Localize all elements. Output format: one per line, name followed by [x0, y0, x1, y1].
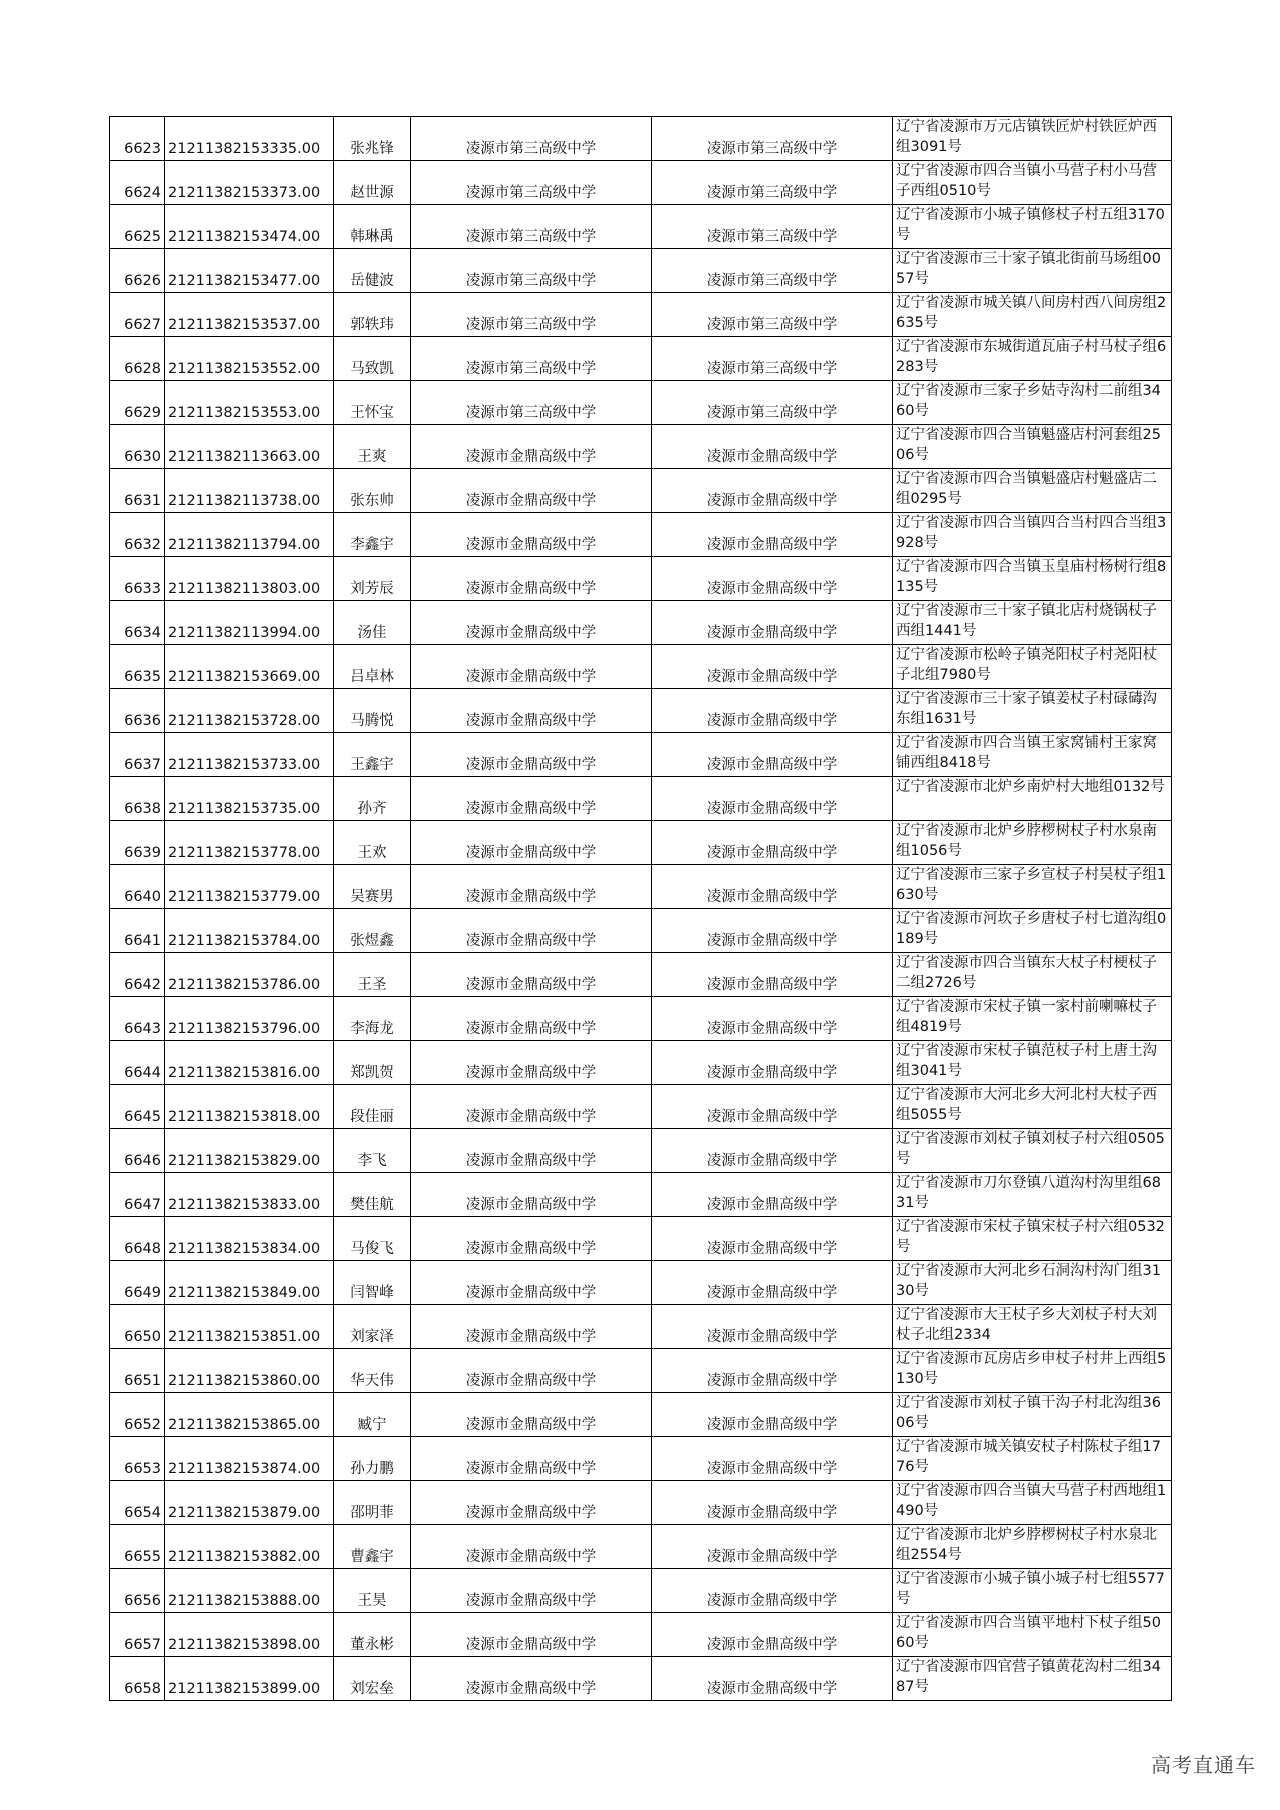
- row-index: 6633: [110, 557, 165, 601]
- graduating-school: 凌源市金鼎高级中学: [652, 513, 893, 557]
- home-address: 辽宁省凌源市刘杖子镇干沟子村北沟组3606号: [893, 1393, 1172, 1437]
- home-address: 辽宁省凌源市刘杖子镇刘杖子村六组0505号: [893, 1129, 1172, 1173]
- student-name: 臧宁: [334, 1393, 411, 1437]
- exam-id: 21211382153779.00: [165, 865, 334, 909]
- exam-id: 21211382153733.00: [165, 733, 334, 777]
- exam-id: 21211382153851.00: [165, 1305, 334, 1349]
- student-name: 王欢: [334, 821, 411, 865]
- graduating-school: 凌源市金鼎高级中学: [652, 1041, 893, 1085]
- row-index: 6643: [110, 997, 165, 1041]
- graduating-school: 凌源市第三高级中学: [652, 337, 893, 381]
- row-index: 6634: [110, 601, 165, 645]
- table-row: [110, 425, 1172, 469]
- table-row: [110, 953, 1172, 997]
- graduating-school: 凌源市金鼎高级中学: [652, 1481, 893, 1525]
- school-name: 凌源市金鼎高级中学: [411, 1657, 652, 1701]
- row-index: 6647: [110, 1173, 165, 1217]
- exam-id: 21211382153879.00: [165, 1481, 334, 1525]
- home-address: 辽宁省凌源市宋杖子镇宋杖子村六组0532号: [893, 1217, 1172, 1261]
- student-name: 李鑫宇: [334, 513, 411, 557]
- graduating-school: 凌源市金鼎高级中学: [652, 777, 893, 821]
- table-row: [110, 161, 1172, 205]
- student-name: 刘宏垒: [334, 1657, 411, 1701]
- table-row: [110, 1349, 1172, 1393]
- exam-id: 21211382113738.00: [165, 469, 334, 513]
- table-row: [110, 997, 1172, 1041]
- home-address: 辽宁省凌源市松岭子镇尧阳杖子村尧阳杖子北组7980号: [893, 645, 1172, 689]
- row-index: 6627: [110, 293, 165, 337]
- table-row: [110, 1217, 1172, 1261]
- graduating-school: 凌源市金鼎高级中学: [652, 1613, 893, 1657]
- school-name: 凌源市金鼎高级中学: [411, 645, 652, 689]
- exam-id: 21211382153888.00: [165, 1569, 334, 1613]
- graduating-school: 凌源市金鼎高级中学: [652, 689, 893, 733]
- table-row: [110, 1657, 1172, 1701]
- row-index: 6656: [110, 1569, 165, 1613]
- table-row: [110, 1173, 1172, 1217]
- student-name: 王昊: [334, 1569, 411, 1613]
- school-name: 凌源市第三高级中学: [411, 117, 652, 161]
- student-name: 赵世源: [334, 161, 411, 205]
- row-index: 6623: [110, 117, 165, 161]
- graduating-school: 凌源市金鼎高级中学: [652, 1349, 893, 1393]
- row-index: 6625: [110, 205, 165, 249]
- row-index: 6645: [110, 1085, 165, 1129]
- home-address: 辽宁省凌源市四合当镇小马营子村小马营子西组0510号: [893, 161, 1172, 205]
- student-name: 汤佳: [334, 601, 411, 645]
- home-address: 辽宁省凌源市四官营子镇黄花沟村二组3487号: [893, 1657, 1172, 1701]
- school-name: 凌源市金鼎高级中学: [411, 1129, 652, 1173]
- graduating-school: 凌源市金鼎高级中学: [652, 1525, 893, 1569]
- exam-id: 21211382153477.00: [165, 249, 334, 293]
- school-name: 凌源市金鼎高级中学: [411, 1613, 652, 1657]
- exam-id: 21211382113794.00: [165, 513, 334, 557]
- home-address: 辽宁省凌源市大河北乡石洞沟村沟门组3130号: [893, 1261, 1172, 1305]
- row-index: 6654: [110, 1481, 165, 1525]
- graduating-school: 凌源市金鼎高级中学: [652, 1129, 893, 1173]
- row-index: 6653: [110, 1437, 165, 1481]
- student-name: 孙力鹏: [334, 1437, 411, 1481]
- exam-id: 21211382153537.00: [165, 293, 334, 337]
- table-row: [110, 1085, 1172, 1129]
- home-address: 辽宁省凌源市小城子镇修杖子村五组3170号: [893, 205, 1172, 249]
- school-name: 凌源市金鼎高级中学: [411, 557, 652, 601]
- home-address: 辽宁省凌源市小城子镇小城子村七组5577号: [893, 1569, 1172, 1613]
- row-index: 6626: [110, 249, 165, 293]
- row-index: 6624: [110, 161, 165, 205]
- student-name: 王圣: [334, 953, 411, 997]
- home-address: 辽宁省凌源市四合当镇大马营子村西地组1490号: [893, 1481, 1172, 1525]
- graduating-school: 凌源市金鼎高级中学: [652, 425, 893, 469]
- exam-id: 21211382153784.00: [165, 909, 334, 953]
- home-address: 辽宁省凌源市四合当镇魁盛店村河套组2506号: [893, 425, 1172, 469]
- school-name: 凌源市金鼎高级中学: [411, 1525, 652, 1569]
- student-name: 郭轶玮: [334, 293, 411, 337]
- exam-id: 21211382153874.00: [165, 1437, 334, 1481]
- home-address: 辽宁省凌源市大王杖子乡大刘杖子村大刘杖子北组2334: [893, 1305, 1172, 1349]
- home-address: 辽宁省凌源市大河北乡大河北村大杖子西组5055号: [893, 1085, 1172, 1129]
- table-row: [110, 821, 1172, 865]
- table-row: [110, 293, 1172, 337]
- home-address: 辽宁省凌源市宋杖子镇一家村前喇嘛杖子组4819号: [893, 997, 1172, 1041]
- table-row: [110, 733, 1172, 777]
- home-address: 辽宁省凌源市河坎子乡唐杖子村七道沟组0189号: [893, 909, 1172, 953]
- exam-id: 21211382153829.00: [165, 1129, 334, 1173]
- table-row: [110, 601, 1172, 645]
- exam-id: 21211382153833.00: [165, 1173, 334, 1217]
- graduating-school: 凌源市金鼎高级中学: [652, 557, 893, 601]
- student-name: 吴赛男: [334, 865, 411, 909]
- student-name: 董永彬: [334, 1613, 411, 1657]
- table-row: [110, 645, 1172, 689]
- table-row: [110, 1481, 1172, 1525]
- graduating-school: 凌源市金鼎高级中学: [652, 997, 893, 1041]
- student-list-table: [109, 116, 1172, 1701]
- graduating-school: 凌源市金鼎高级中学: [652, 1217, 893, 1261]
- student-name: 李飞: [334, 1129, 411, 1173]
- graduating-school: 凌源市第三高级中学: [652, 205, 893, 249]
- student-name: 闫智峰: [334, 1261, 411, 1305]
- graduating-school: 凌源市金鼎高级中学: [652, 469, 893, 513]
- graduating-school: 凌源市金鼎高级中学: [652, 909, 893, 953]
- student-name: 韩琳禹: [334, 205, 411, 249]
- table-row: [110, 689, 1172, 733]
- home-address: 辽宁省凌源市三十家子镇北街前马场组0057号: [893, 249, 1172, 293]
- table-row: [110, 513, 1172, 557]
- school-name: 凌源市第三高级中学: [411, 337, 652, 381]
- student-name: 马致凯: [334, 337, 411, 381]
- home-address: 辽宁省凌源市四合当镇平地村下杖子组5060号: [893, 1613, 1172, 1657]
- school-name: 凌源市金鼎高级中学: [411, 1349, 652, 1393]
- home-address: 辽宁省凌源市三家子乡宣杖子村吴杖子组1630号: [893, 865, 1172, 909]
- exam-id: 21211382153849.00: [165, 1261, 334, 1305]
- exam-id: 21211382113803.00: [165, 557, 334, 601]
- exam-id: 21211382153860.00: [165, 1349, 334, 1393]
- home-address: 辽宁省凌源市北炉乡脖椤树杖子村水泉北组2554号: [893, 1525, 1172, 1569]
- table-row: [110, 1613, 1172, 1657]
- row-index: 6644: [110, 1041, 165, 1085]
- graduating-school: 凌源市金鼎高级中学: [652, 821, 893, 865]
- school-name: 凌源市金鼎高级中学: [411, 865, 652, 909]
- home-address: 辽宁省凌源市东城街道瓦庙子村马杖子组6283号: [893, 337, 1172, 381]
- home-address: 辽宁省凌源市三家子乡姑寺沟村二前组3460号: [893, 381, 1172, 425]
- home-address: 辽宁省凌源市城关镇安杖子村陈杖子组1776号: [893, 1437, 1172, 1481]
- home-address: 辽宁省凌源市三十家子镇姜杖子村碌碡沟东组1631号: [893, 689, 1172, 733]
- student-name: 张东帅: [334, 469, 411, 513]
- school-name: 凌源市金鼎高级中学: [411, 469, 652, 513]
- table-row: [110, 865, 1172, 909]
- student-name: 刘家泽: [334, 1305, 411, 1349]
- exam-id: 21211382113994.00: [165, 601, 334, 645]
- exam-id: 21211382153553.00: [165, 381, 334, 425]
- graduating-school: 凌源市金鼎高级中学: [652, 1305, 893, 1349]
- school-name: 凌源市金鼎高级中学: [411, 1481, 652, 1525]
- graduating-school: 凌源市金鼎高级中学: [652, 1173, 893, 1217]
- school-name: 凌源市金鼎高级中学: [411, 1041, 652, 1085]
- school-name: 凌源市金鼎高级中学: [411, 777, 652, 821]
- student-name: 王爽: [334, 425, 411, 469]
- home-address: 辽宁省凌源市四合当镇魁盛店村魁盛店二组0295号: [893, 469, 1172, 513]
- table-row: [110, 337, 1172, 381]
- school-name: 凌源市金鼎高级中学: [411, 909, 652, 953]
- table-row: [110, 381, 1172, 425]
- home-address: 辽宁省凌源市北炉乡脖椤树杖子村水泉南组1056号: [893, 821, 1172, 865]
- graduating-school: 凌源市金鼎高级中学: [652, 1437, 893, 1481]
- table-row: [110, 777, 1172, 821]
- student-name: 华天伟: [334, 1349, 411, 1393]
- school-name: 凌源市金鼎高级中学: [411, 425, 652, 469]
- exam-id: 21211382153786.00: [165, 953, 334, 997]
- student-name: 吕卓林: [334, 645, 411, 689]
- table-row: [110, 469, 1172, 513]
- table-row: [110, 1525, 1172, 1569]
- table-row: [110, 557, 1172, 601]
- row-index: 6639: [110, 821, 165, 865]
- graduating-school: 凌源市金鼎高级中学: [652, 1657, 893, 1701]
- graduating-school: 凌源市金鼎高级中学: [652, 1261, 893, 1305]
- row-index: 6651: [110, 1349, 165, 1393]
- table-row: [110, 1569, 1172, 1613]
- exam-id: 21211382153728.00: [165, 689, 334, 733]
- row-index: 6637: [110, 733, 165, 777]
- home-address: 辽宁省凌源市万元店镇铁匠炉村铁匠炉西组3091号: [893, 117, 1172, 161]
- student-name: 马俊飞: [334, 1217, 411, 1261]
- exam-id: 21211382153474.00: [165, 205, 334, 249]
- school-name: 凌源市第三高级中学: [411, 249, 652, 293]
- school-name: 凌源市金鼎高级中学: [411, 1173, 652, 1217]
- table-row: [110, 205, 1172, 249]
- student-name: 刘芳辰: [334, 557, 411, 601]
- graduating-school: 凌源市第三高级中学: [652, 117, 893, 161]
- school-name: 凌源市金鼎高级中学: [411, 1261, 652, 1305]
- row-index: 6641: [110, 909, 165, 953]
- school-name: 凌源市金鼎高级中学: [411, 821, 652, 865]
- graduating-school: 凌源市金鼎高级中学: [652, 1393, 893, 1437]
- row-index: 6658: [110, 1657, 165, 1701]
- row-index: 6628: [110, 337, 165, 381]
- table-row: [110, 1393, 1172, 1437]
- exam-id: 21211382153834.00: [165, 1217, 334, 1261]
- school-name: 凌源市金鼎高级中学: [411, 1437, 652, 1481]
- graduating-school: 凌源市金鼎高级中学: [652, 601, 893, 645]
- school-name: 凌源市金鼎高级中学: [411, 601, 652, 645]
- row-index: 6630: [110, 425, 165, 469]
- exam-id: 21211382153778.00: [165, 821, 334, 865]
- exam-id: 21211382153735.00: [165, 777, 334, 821]
- school-name: 凌源市金鼎高级中学: [411, 953, 652, 997]
- table-row: [110, 249, 1172, 293]
- table-row: [110, 1261, 1172, 1305]
- row-index: 6648: [110, 1217, 165, 1261]
- student-name: 张煜鑫: [334, 909, 411, 953]
- table-row: [110, 1437, 1172, 1481]
- exam-id: 21211382153816.00: [165, 1041, 334, 1085]
- school-name: 凌源市金鼎高级中学: [411, 1393, 652, 1437]
- home-address: 辽宁省凌源市四合当镇东大杖子村梗杖子二组2726号: [893, 953, 1172, 997]
- student-name: 樊佳航: [334, 1173, 411, 1217]
- home-address: 辽宁省凌源市四合当镇玉皇庙村杨树行组8135号: [893, 557, 1172, 601]
- home-address: 辽宁省凌源市三十家子镇北店村烧锅杖子西组1441号: [893, 601, 1172, 645]
- graduating-school: 凌源市第三高级中学: [652, 161, 893, 205]
- student-name: 王鑫宇: [334, 733, 411, 777]
- school-name: 凌源市第三高级中学: [411, 161, 652, 205]
- exam-id: 21211382153899.00: [165, 1657, 334, 1701]
- exam-id: 21211382153335.00: [165, 117, 334, 161]
- graduating-school: 凌源市金鼎高级中学: [652, 1569, 893, 1613]
- student-name: 张兆锋: [334, 117, 411, 161]
- school-name: 凌源市金鼎高级中学: [411, 1085, 652, 1129]
- school-name: 凌源市金鼎高级中学: [411, 1569, 652, 1613]
- row-index: 6655: [110, 1525, 165, 1569]
- row-index: 6635: [110, 645, 165, 689]
- home-address: 辽宁省凌源市刀尔登镇八道沟村沟里组6831号: [893, 1173, 1172, 1217]
- row-index: 6631: [110, 469, 165, 513]
- school-name: 凌源市金鼎高级中学: [411, 733, 652, 777]
- school-name: 凌源市金鼎高级中学: [411, 689, 652, 733]
- row-index: 6650: [110, 1305, 165, 1349]
- student-name: 郑凯贺: [334, 1041, 411, 1085]
- row-index: 6646: [110, 1129, 165, 1173]
- school-name: 凌源市金鼎高级中学: [411, 1217, 652, 1261]
- table-row: [110, 1305, 1172, 1349]
- school-name: 凌源市金鼎高级中学: [411, 997, 652, 1041]
- student-name: 曹鑫宇: [334, 1525, 411, 1569]
- school-name: 凌源市第三高级中学: [411, 205, 652, 249]
- student-name: 孙齐: [334, 777, 411, 821]
- student-name: 岳健波: [334, 249, 411, 293]
- graduating-school: 凌源市金鼎高级中学: [652, 733, 893, 777]
- home-address: 辽宁省凌源市瓦房店乡申杖子村井上西组5130号: [893, 1349, 1172, 1393]
- row-index: 6640: [110, 865, 165, 909]
- row-index: 6636: [110, 689, 165, 733]
- student-name: 邵明菲: [334, 1481, 411, 1525]
- exam-id: 21211382153373.00: [165, 161, 334, 205]
- row-index: 6642: [110, 953, 165, 997]
- table-row: [110, 117, 1172, 161]
- table-row: [110, 909, 1172, 953]
- graduating-school: 凌源市第三高级中学: [652, 293, 893, 337]
- exam-id: 21211382153865.00: [165, 1393, 334, 1437]
- row-index: 6629: [110, 381, 165, 425]
- graduating-school: 凌源市第三高级中学: [652, 249, 893, 293]
- watermark: 高考直通车: [1151, 1753, 1256, 1777]
- graduating-school: 凌源市金鼎高级中学: [652, 953, 893, 997]
- home-address: 辽宁省凌源市城关镇八间房村西八间房组2635号: [893, 293, 1172, 337]
- graduating-school: 凌源市金鼎高级中学: [652, 865, 893, 909]
- exam-id: 21211382113663.00: [165, 425, 334, 469]
- exam-id: 21211382153898.00: [165, 1613, 334, 1657]
- graduating-school: 凌源市金鼎高级中学: [652, 1085, 893, 1129]
- student-name: 段佳丽: [334, 1085, 411, 1129]
- exam-id: 21211382153552.00: [165, 337, 334, 381]
- row-index: 6657: [110, 1613, 165, 1657]
- student-name: 王怀宝: [334, 381, 411, 425]
- exam-id: 21211382153669.00: [165, 645, 334, 689]
- student-name: 李海龙: [334, 997, 411, 1041]
- school-name: 凌源市第三高级中学: [411, 381, 652, 425]
- exam-id: 21211382153818.00: [165, 1085, 334, 1129]
- row-index: 6649: [110, 1261, 165, 1305]
- school-name: 凌源市金鼎高级中学: [411, 1305, 652, 1349]
- home-address: 辽宁省凌源市四合当镇四合当村四合当组3928号: [893, 513, 1172, 557]
- home-address: 辽宁省凌源市北炉乡南炉村大地组0132号: [893, 777, 1172, 821]
- table-row: [110, 1129, 1172, 1173]
- school-name: 凌源市金鼎高级中学: [411, 513, 652, 557]
- exam-id: 21211382153796.00: [165, 997, 334, 1041]
- home-address: 辽宁省凌源市宋杖子镇范杖子村上唐土沟组3041号: [893, 1041, 1172, 1085]
- exam-id: 21211382153882.00: [165, 1525, 334, 1569]
- row-index: 6652: [110, 1393, 165, 1437]
- table-row: [110, 1041, 1172, 1085]
- table-body: [110, 117, 1172, 1701]
- student-name: 马腾悦: [334, 689, 411, 733]
- graduating-school: 凌源市金鼎高级中学: [652, 645, 893, 689]
- row-index: 6638: [110, 777, 165, 821]
- home-address: 辽宁省凌源市四合当镇王家窝铺村王家窝铺西组8418号: [893, 733, 1172, 777]
- row-index: 6632: [110, 513, 165, 557]
- graduating-school: 凌源市第三高级中学: [652, 381, 893, 425]
- school-name: 凌源市第三高级中学: [411, 293, 652, 337]
